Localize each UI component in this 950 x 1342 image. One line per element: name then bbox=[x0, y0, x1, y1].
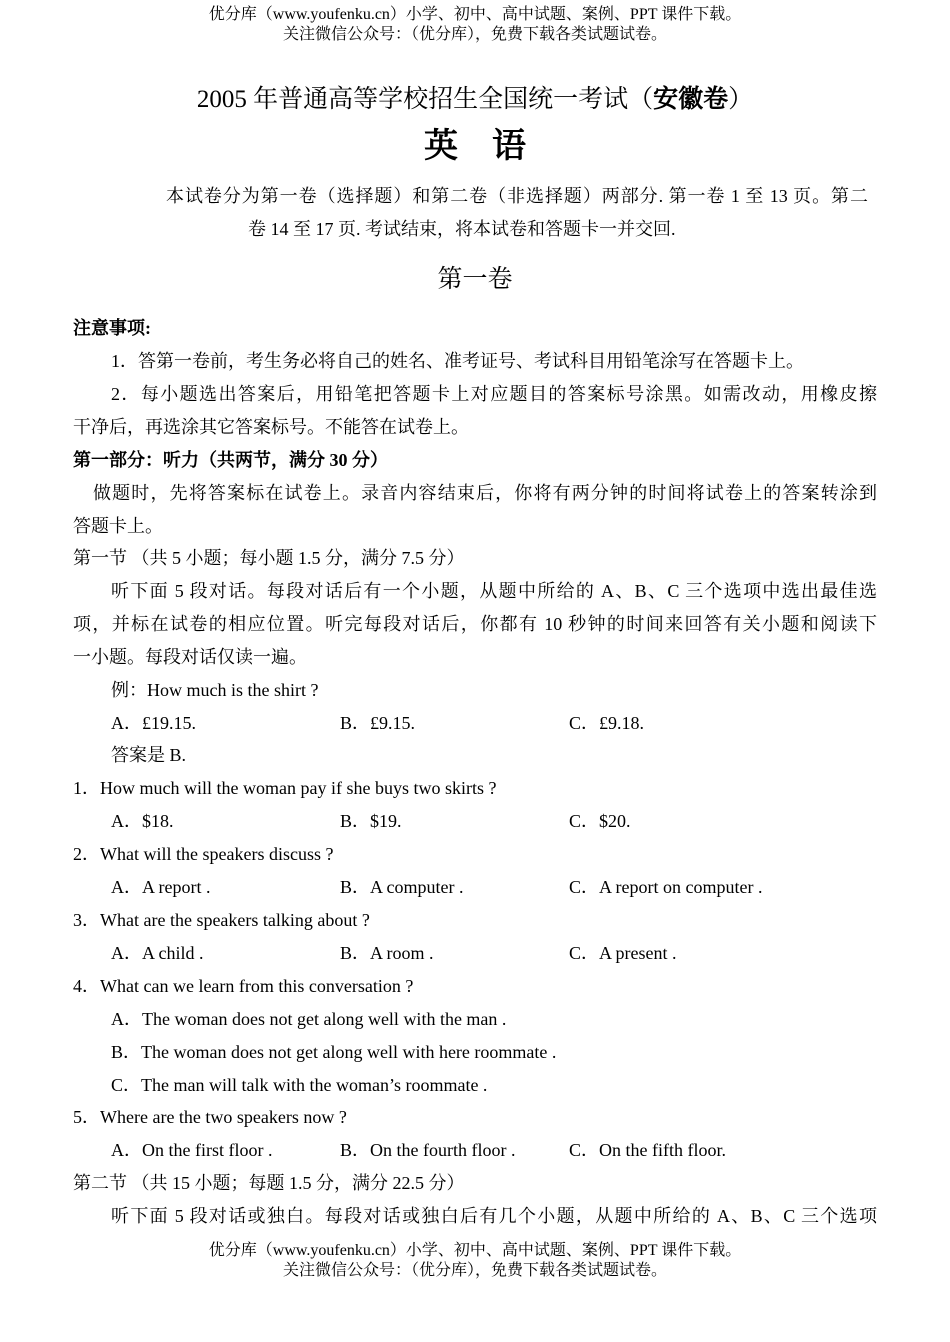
intro-line2: 卷 14 至 17 页. 考试结束，将本试卷和答题卡一并交回. bbox=[248, 219, 676, 239]
part1-instruction-line1: 做题时，先将答案标在试卷上。录音内容结束后，你将有两分钟的时间将试卷上的答案转涂到 bbox=[93, 483, 877, 503]
notes-heading: 注意事项: bbox=[73, 318, 151, 338]
question-1: 1．How much will the woman pay if she buys two skirts ? bbox=[73, 778, 497, 798]
question-5-option-a: A．On the first floor . bbox=[111, 1140, 273, 1160]
header-watermark-line1: 优分库（www.youfenku.cn）小学、初中、高中试题、案例、PPT 课件下载。 bbox=[208, 6, 742, 23]
section1-instruction-line2: 项，并标在试卷的相应位置。听完每段对话后，你都有 10 秒钟的时间来回答有关小题和阅读下 bbox=[73, 614, 877, 634]
section1-instruction-line1: 听下面 5 段对话。每段对话后有一个小题，从题中所给的 A、B、C 三个选项中选出最佳选 bbox=[111, 581, 877, 601]
exam-title-main: 2005 年普通高等学校招生全国统一考试（ bbox=[196, 86, 654, 113]
question-2: 2．What will the speakers discuss ? bbox=[73, 844, 334, 864]
question-3-option-a: A．A child . bbox=[111, 943, 204, 963]
question-4: 4．What can we learn from this conversation ? bbox=[73, 976, 414, 996]
example-question: 例：How much is the shirt ? bbox=[111, 680, 319, 700]
notes-item2-line2: 干净后，再选涂其它答案标号。不能答在试卷上。 bbox=[73, 417, 469, 437]
header-watermark-line2: 关注微信公众号：（优分库），免费下载各类试题试卷。 bbox=[282, 26, 667, 43]
notes-item2-line1: 2．每小题选出答案后，用铅笔把答题卡上对应题目的答案标号涂黑。如需改动，用橡皮擦 bbox=[111, 384, 877, 404]
section1-instruction-line3: 一小题。每段对话仅读一遍。 bbox=[73, 647, 307, 667]
example-answer: 答案是 B. bbox=[111, 745, 187, 765]
question-2-option-c: C．A report on computer . bbox=[569, 877, 763, 897]
footer-watermark-line2: 关注微信公众号：（优分库），免费下载各类试题试卷。 bbox=[282, 1262, 667, 1279]
example-option-c: C．£9.18. bbox=[569, 713, 645, 733]
question-1-option-c: C．$20. bbox=[569, 811, 631, 831]
volume-title: 第一卷 bbox=[437, 266, 513, 293]
question-3-option-c: C．A present . bbox=[569, 943, 677, 963]
question-5: 5．Where are the two speakers now ? bbox=[73, 1107, 347, 1127]
section1-heading: 第一节 （共 5 小题；每小题 1.5 分，满分 7.5 分） bbox=[73, 548, 465, 568]
part1-heading: 第一部分：听力（共两节，满分 30 分） bbox=[73, 450, 388, 470]
footer-watermark-line1: 优分库（www.youfenku.cn）小学、初中、高中试题、案例、PPT 课件下载。 bbox=[208, 1242, 742, 1259]
part1-instruction-line2: 答题卡上。 bbox=[73, 516, 163, 536]
question-4-option-b: B．The woman does not get along well with here roommate . bbox=[111, 1042, 557, 1062]
exam-title-province: 安徽卷 bbox=[653, 86, 729, 113]
section2-instruction-line1: 听下面 5 段对话或独白。每段对话或独白后有几个小题，从题中所给的 A、B、C 三个选项 bbox=[111, 1206, 877, 1226]
question-2-option-b: B．A computer . bbox=[340, 877, 464, 897]
exam-title-close: ） bbox=[728, 86, 754, 113]
question-2-option-a: A．A report . bbox=[111, 877, 211, 897]
exam-title bbox=[0, 84, 950, 116]
question-1-option-a: A．$18. bbox=[111, 811, 174, 831]
question-1-option-b: B．$19. bbox=[340, 811, 402, 831]
question-4-option-a: A．The woman does not get along well with the man . bbox=[111, 1009, 507, 1029]
example-option-a: A．£19.15. bbox=[111, 713, 196, 733]
example-option-b: B．£9.15. bbox=[340, 713, 416, 733]
question-3: 3．What are the speakers talking about ? bbox=[73, 910, 370, 930]
intro-line1: 本试卷分为第一卷（选择题）和第二卷（非选择题）两部分. 第一卷 1 至 13 页。第二 bbox=[166, 186, 868, 206]
question-5-option-c: C．On the fifth floor. bbox=[569, 1140, 726, 1160]
section2-heading: 第二节 （共 15 小题；每题 1.5 分，满分 22.5 分） bbox=[73, 1173, 465, 1193]
notes-item1: 1．答第一卷前，考生务必将自己的姓名、准考证号、考试科目用铅笔涂写在答题卡上。 bbox=[111, 351, 804, 371]
question-3-option-b: B．A room . bbox=[340, 943, 434, 963]
question-4-option-c: C．The man will talk with the woman’s roommate . bbox=[111, 1075, 488, 1095]
question-5-option-b: B．On the fourth floor . bbox=[340, 1140, 516, 1160]
subject-title: 英 语 bbox=[424, 128, 526, 165]
